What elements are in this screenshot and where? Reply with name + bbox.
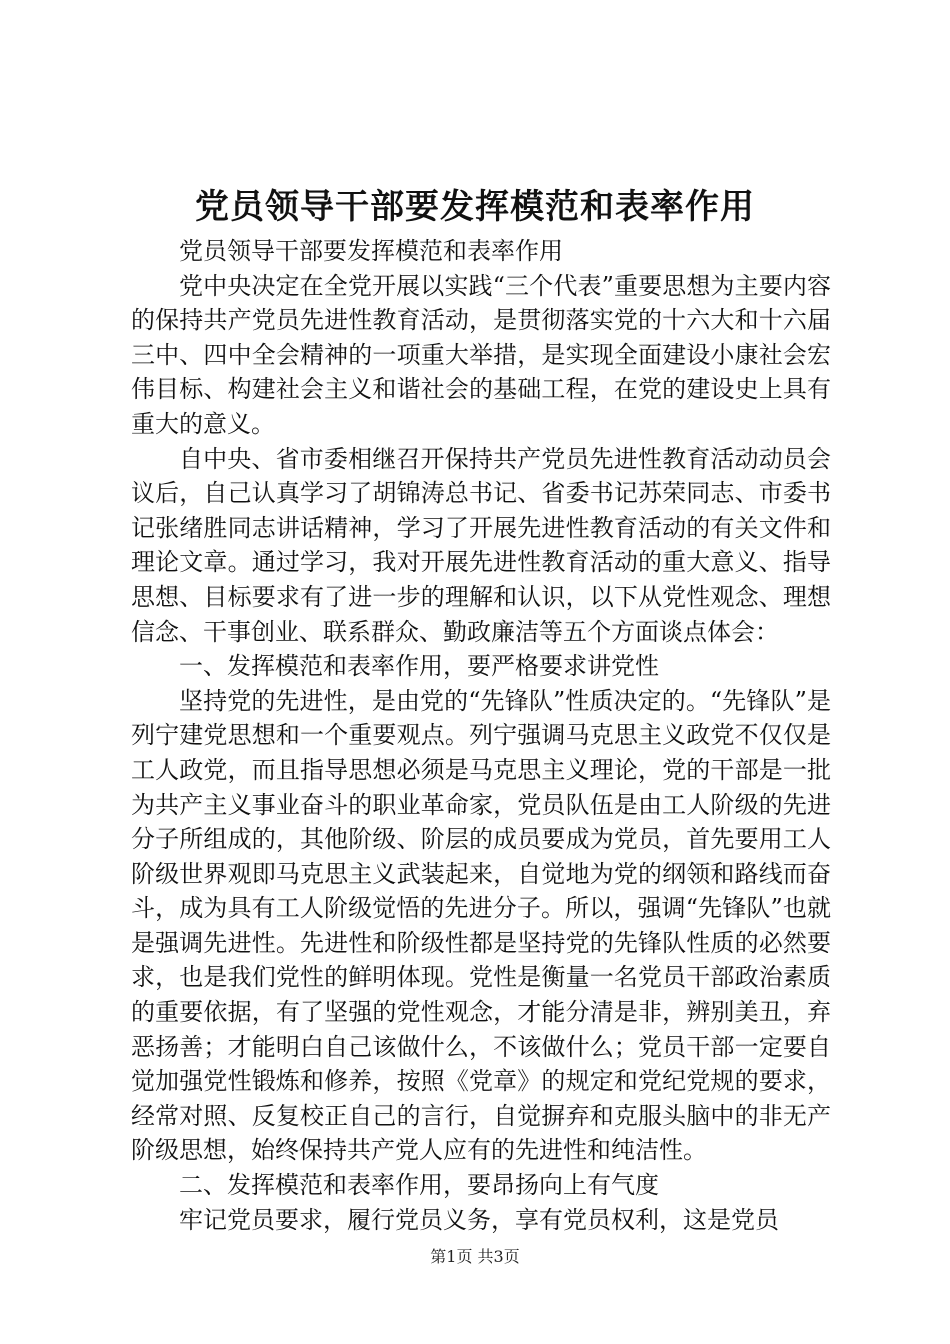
document-title: 党员领导干部要发挥模范和表率作用 xyxy=(195,187,755,227)
paragraph-party-spirit: 坚持党的先进性，是由党的“先锋队”性质决定的。“先锋队”是列宁建党思想和一个重要观点。列宁强调马克思主义政党不仅仅是工人政党，而且指导思想必须是马克思主义理论，党的干部是一批为共产主义事业奋斗的职业革命家，党员队伍是由工人阶级的先进分子所组成的，其他阶级、阶层的成员要成为党员，首先要用工人阶级世界观即马克思主义武装起来，自觉地为党的纲领和路线而奋斗，成为具有工人阶级觉悟的先进分子。所以，强调“先锋队”也就是强调先进性。先进性和阶级性都是坚持党的先锋队性质的必然要求，也是我们党性的鲜明体现。党性是衡量一名党员干部政治素质的重要依据，有了坚强的党性观念，才能分清是非，辨别美丑，弃恶扬善；才能明白自己该做什么，不该做什么；党员干部一定要自觉加强党性锻炼和修养，按照《党章》的规定和党纪党规的要求，经常对照、反复校正自己的言行，自觉摒弃和克服头脑中的非无产阶级思想，始终保持共产党人应有的先进性和纯洁性。 xyxy=(131,686,831,1165)
document-body xyxy=(131,234,831,1237)
paragraph-intro: 党中央决定在全党开展以实践“三个代表”重要思想为主要内容的保持共产党员先进性教育活动，是贯彻落实党的十六大和十六届三中、四中全会精神的一项重大举措，是实现全面建设小康社会宏伟目标、构建社会主义和谐社会的基础工程，在党的建设史上具有重大的意义。 xyxy=(131,271,831,438)
page-number-footer: 第1页 共3页 xyxy=(430,1247,520,1266)
section-heading-2: 二、发挥模范和表率作用，要昂扬向上有气度 xyxy=(179,1171,659,1200)
document-subtitle: 党员领导干部要发挥模范和表率作用 xyxy=(179,237,563,265)
paragraph-member-duty: 牢记党员要求，履行党员义务，享有党员权利，这是党员 xyxy=(179,1205,779,1234)
paragraph-study: 自中央、省市委相继召开保持共产党员先进性教育活动动员会议后，自己认真学习了胡锦涛总书记、省委书记苏荣同志、市委书记张绪胜同志讲话精神，学习了开展先进性教育活动的有关文件和理论文章。通过学习，我对开展先进性教育活动的重大意义、指导思想、目标要求有了进一步的理解和认识，以下从党性观念、理想信念、干事创业、联系群众、勤政廉洁等五个方面谈点体会： xyxy=(131,444,831,646)
section-heading-1: 一、发挥模范和表率作用，要严格要求讲党性 xyxy=(179,652,659,681)
